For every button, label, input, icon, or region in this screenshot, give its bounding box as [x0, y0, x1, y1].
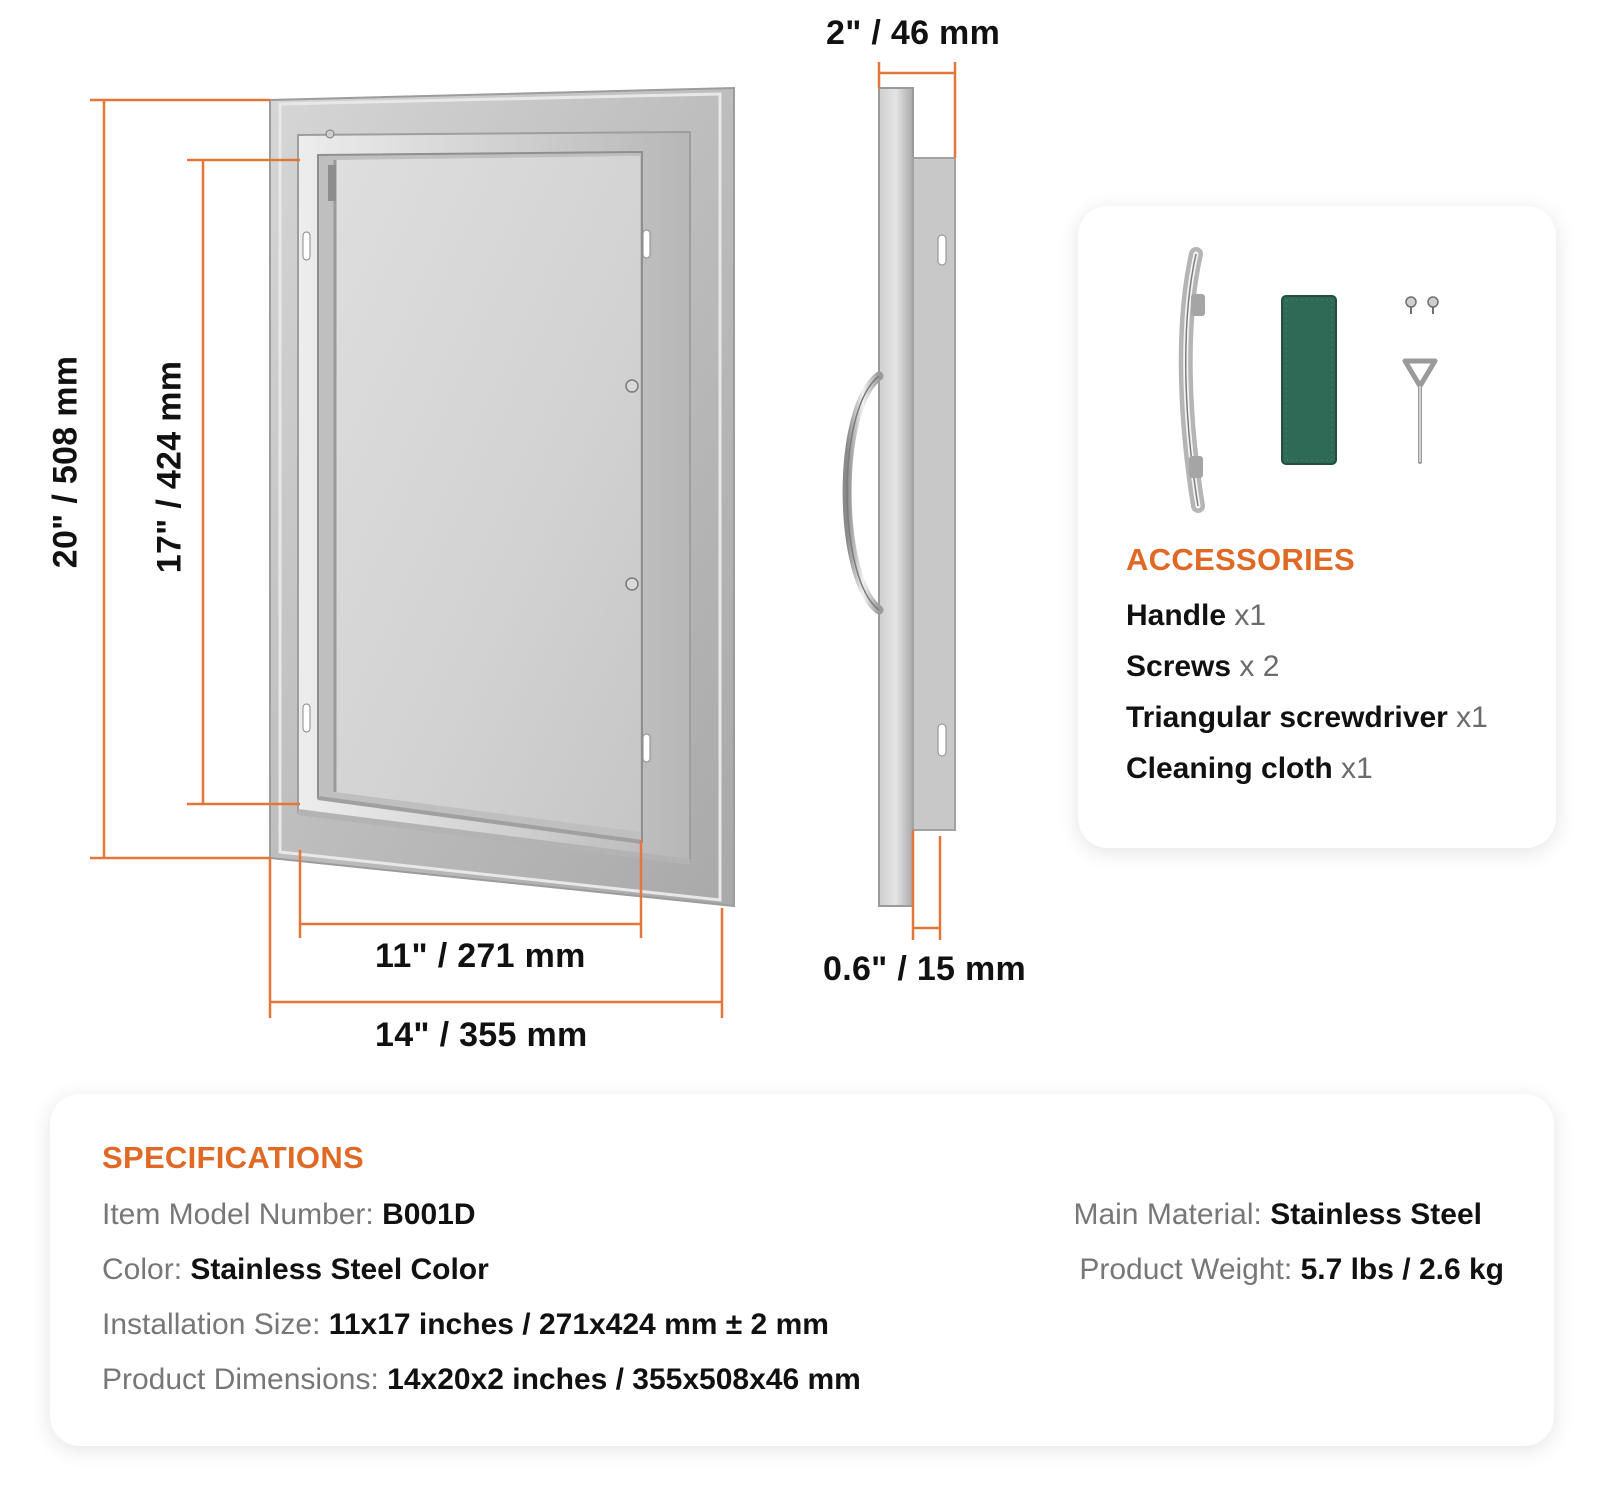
- accessory-name: Cleaning cloth: [1126, 752, 1333, 785]
- spec-main-material: [1073, 1188, 1482, 1242]
- spec-label: Installation Size:: [102, 1308, 321, 1341]
- spec-value: Stainless Steel Color: [190, 1253, 489, 1286]
- cleaning-pad-icon: [1282, 296, 1336, 464]
- specifications-card: [50, 1094, 1554, 1446]
- accessory-item: [1126, 590, 1488, 641]
- accessory-name: Triangular screwdriver: [1126, 701, 1448, 734]
- accessories-images: [1078, 206, 1556, 526]
- door-side-view: [847, 88, 955, 906]
- accessories-list: [1126, 590, 1488, 794]
- spec-value: B001D: [382, 1198, 476, 1231]
- outer-height-label: 20" / 508 mm: [46, 355, 85, 569]
- spec-value: 11x17 inches / 271x424 mm ± 2 mm: [328, 1308, 829, 1341]
- inner-height-label: 17" / 424 mm: [150, 360, 189, 574]
- spec-label: Color:: [102, 1253, 183, 1286]
- spec-value: Stainless Steel: [1270, 1198, 1482, 1231]
- outer-width-label: 14" / 355 mm: [375, 1016, 588, 1054]
- spec-value: 14x20x2 inches / 355x508x46 mm: [387, 1363, 861, 1396]
- screws-icon: [1406, 297, 1438, 314]
- spec-label: Main Material:: [1073, 1198, 1262, 1231]
- spec-product-dimensions: [102, 1353, 861, 1407]
- accessory-name: Screws: [1126, 650, 1232, 683]
- spec-label: Product Dimensions:: [102, 1363, 379, 1396]
- specifications-heading: SPECIFICATIONS: [102, 1140, 364, 1175]
- spec-value: 5.7 lbs / 2.6 kg: [1300, 1253, 1504, 1286]
- spec-product-weight: [1079, 1243, 1504, 1297]
- inner-width-label: 11" / 271 mm: [375, 937, 586, 975]
- accessory-qty: x1: [1234, 599, 1267, 632]
- accessory-item: [1126, 692, 1488, 743]
- spec-label: Item Model Number:: [102, 1198, 374, 1231]
- spec-label: Product Weight:: [1079, 1253, 1293, 1286]
- accessory-item: [1126, 743, 1488, 794]
- accessory-item: [1126, 641, 1488, 692]
- handle-icon: [1186, 254, 1205, 506]
- accessories-card: [1078, 206, 1556, 848]
- accessory-qty: x 2: [1239, 650, 1280, 683]
- thickness-label: 0.6" / 15 mm: [823, 950, 1027, 988]
- door-front-view: [270, 88, 734, 906]
- accessory-qty: x1: [1456, 701, 1488, 734]
- accessories-heading: ACCESSORIES: [1126, 542, 1355, 577]
- spec-color: [102, 1243, 489, 1297]
- spec-installation-size: [102, 1298, 829, 1352]
- spec-model-number: [102, 1188, 476, 1242]
- depth-label: 2" / 46 mm: [826, 14, 1001, 52]
- triangular-screwdriver-icon: [1405, 361, 1435, 462]
- accessory-qty: x1: [1341, 752, 1373, 785]
- accessory-name: Handle: [1126, 599, 1227, 632]
